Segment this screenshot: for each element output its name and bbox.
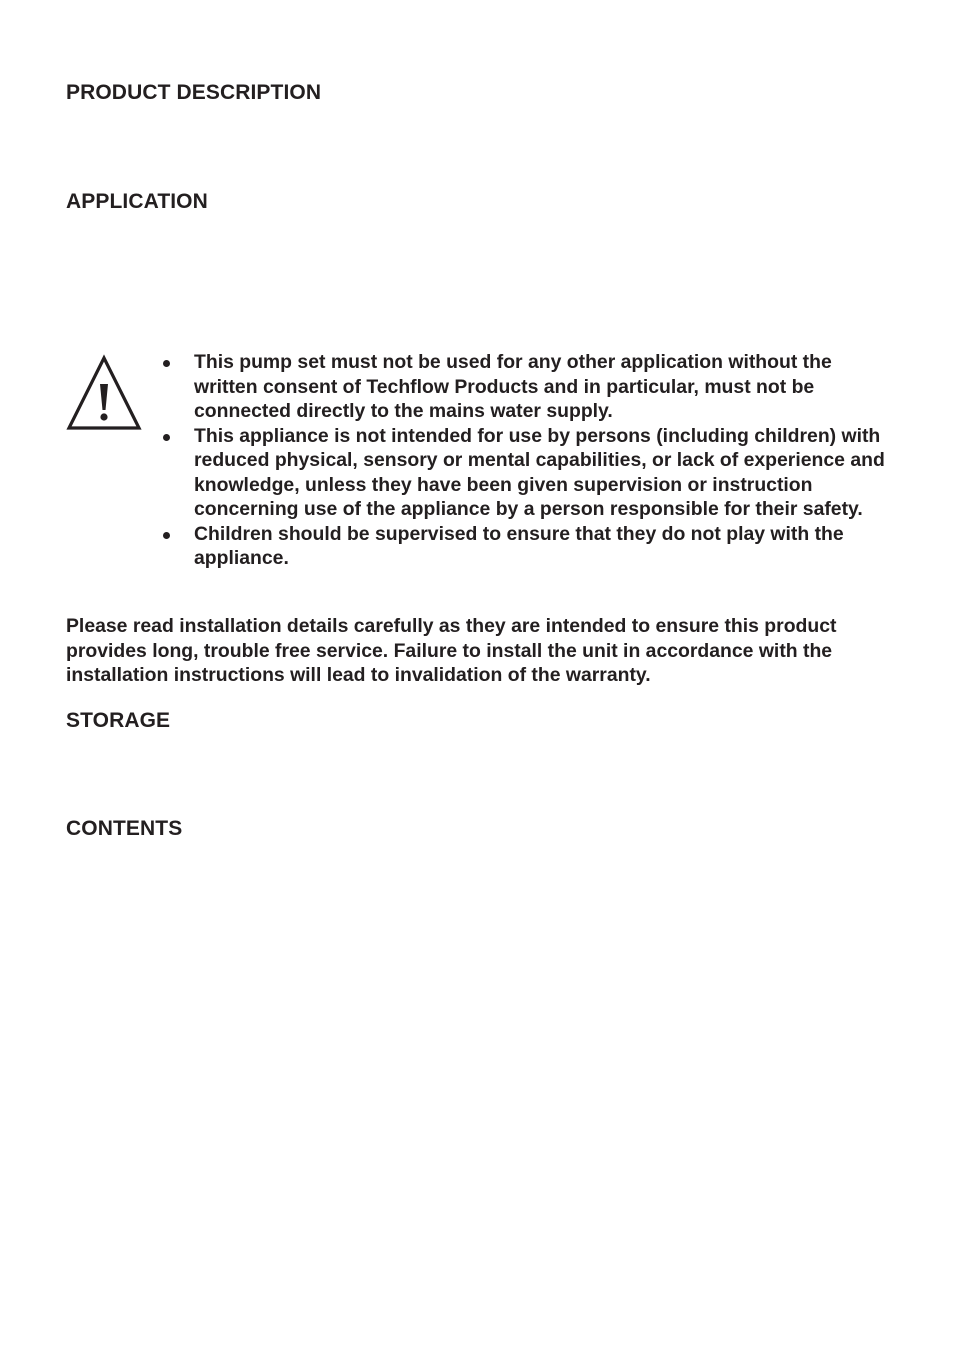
warning-bullet-list [160, 350, 890, 571]
bullet-dot-icon [163, 360, 170, 367]
warning-bullet-item [160, 522, 890, 571]
warning-bullet-item [160, 350, 890, 424]
storage-heading: STORAGE [66, 709, 171, 732]
warning-bullet-text: This appliance is not intended for use by persons (including children) with reduced physical, sensory or mental capabilities, or lack of experience and knowledge, unless they have been given supervision or instruction concerning use of the appliance by a person responsible for their safety. [194, 424, 885, 520]
product-description-heading: PRODUCT DESCRIPTION [66, 81, 322, 104]
installation-note: Please read installation details carefully as they are intended to ensure this product provides long, trouble free service. Failure to install the unit in accordance with the installation instructions will lead to invalidation of the warranty. [66, 615, 837, 686]
warning-bullet-text: This pump set must not be used for any other application without the written consent of Techflow Products and in particular, must not be connected directly to the mains water supply. [194, 351, 832, 422]
warning-bullet-text: Children should be supervised to ensure that they do not play with the appliance. [194, 522, 844, 569]
bullet-dot-icon [163, 434, 170, 441]
contents-heading: CONTENTS [66, 817, 183, 840]
bullet-dot-icon [163, 532, 170, 539]
warning-triangle-icon [66, 354, 142, 432]
application-heading: APPLICATION [66, 190, 208, 213]
warning-bullet-item [160, 424, 890, 522]
